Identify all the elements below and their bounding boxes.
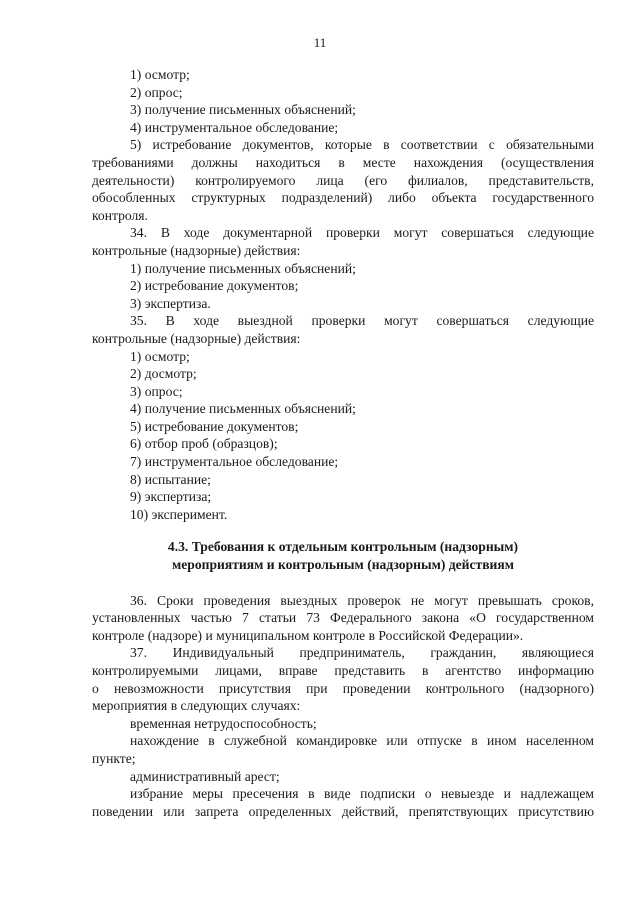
paragraph-line: деятельности) контролируемого лица (его филиалов, представительств, [92, 172, 594, 188]
case-line: временная нетрудоспособность; [130, 715, 317, 731]
paragraph-line: мероприятия в следующих случаях: [92, 698, 301, 714]
list-item: 1) осмотр; [130, 67, 190, 82]
list-item: 3) экспертиза. [130, 295, 211, 311]
list-item: 1) получение письменных объяснений; [130, 260, 356, 276]
list-item: 4) получение письменных объяснений; [130, 401, 356, 417]
case-line: поведении или запрета определенных действий, препятствующих присутствию [92, 803, 594, 819]
paragraph-line: 5) истребование документов, которые в соответствии с обязательными [130, 137, 594, 153]
list-item: 2) истребование документов; [130, 278, 299, 294]
page-number: 11 [313, 35, 327, 50]
list-item: 7) инструментальное обследование; [130, 454, 339, 470]
list-item: 8) испытание; [130, 471, 211, 487]
list-item: 4) инструментальное обследование; [130, 119, 339, 135]
case-line: пункте; [92, 750, 136, 766]
case-line: избрание меры пресечения в виде подписки о невыезде и надлежащем [130, 786, 594, 802]
heading-line: 4.3. Требования к отдельным контрольным (надзорным) [167, 539, 519, 555]
list-item: 1) осмотр; [130, 348, 190, 364]
list-item: 9) экспертиза; [130, 489, 212, 505]
paragraph-line: контрольные (надзорные) действия: [92, 242, 301, 258]
paragraph-line: контроля. [92, 207, 148, 223]
paragraph-line: контрольные (надзорные) действия: [92, 330, 301, 346]
paragraph-34: 34. В ходе документарной проверки могут совершаться следующие [130, 225, 594, 241]
paragraph-line: о невозможности присутствия при проведении контрольного (надзорного) [92, 680, 594, 696]
paragraph-36: 36. Сроки проведения выездных проверок не могут превышать сроков, [130, 592, 594, 608]
list-item: 3) опрос; [130, 383, 183, 399]
list-item: 2) досмотр; [130, 366, 197, 382]
case-line: нахождение в служебной командировке или отпуске в ином населенном [130, 733, 594, 749]
list-item: 2) опрос; [130, 84, 183, 100]
paragraph-line: требованиями должны находиться в месте нахождения (осуществления [92, 154, 594, 170]
heading-line: мероприятиям и контрольным (надзорным) действиям [171, 557, 514, 573]
paragraph-line: контроле (надзоре) и муниципальном контроле в Российской Федерации». [92, 627, 524, 643]
list-item: 5) истребование документов; [130, 418, 299, 434]
paragraph-37: 37. Индивидуальный предприниматель, гражданин, являющиеся [130, 645, 594, 661]
document-body [92, 66, 594, 820]
list-item: 3) получение письменных объяснений; [130, 102, 356, 118]
list-item: 10) эксперимент. [130, 506, 228, 522]
section-heading [92, 538, 594, 573]
paragraph-line: контролируемыми лицами, вправе представить в агентство информацию [92, 663, 594, 678]
case-line: административный арест; [130, 768, 280, 784]
list-item: 6) отбор проб (образцов); [130, 436, 278, 452]
paragraph-line: обособленных структурных подразделений) либо объекта государственного [92, 190, 594, 206]
paragraph-line: установленных частью 7 статьи 73 Федерального закона «О государственном [92, 610, 594, 626]
paragraph-35: 35. В ходе выездной проверки могут совершаться следующие [130, 313, 594, 329]
